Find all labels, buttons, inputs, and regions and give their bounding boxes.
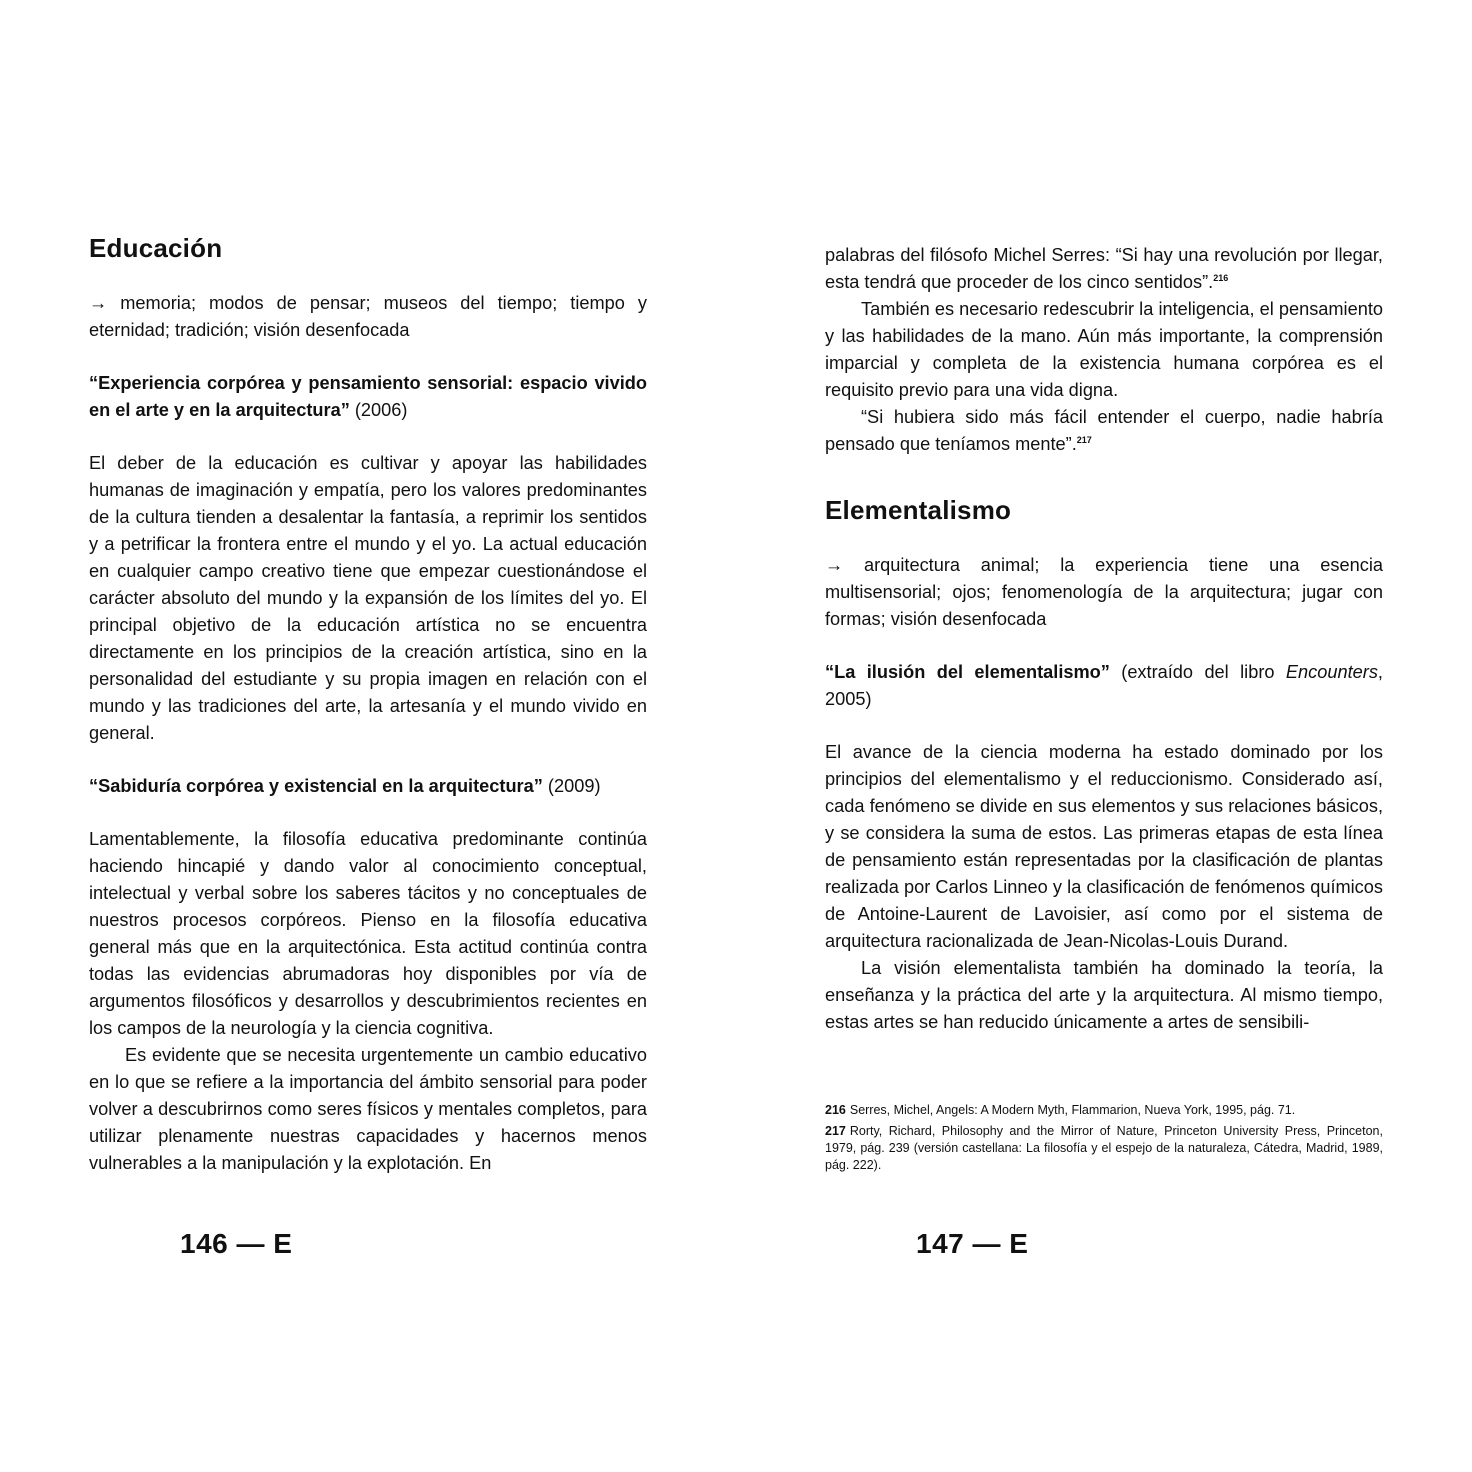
footnote-text: Rorty, Richard, Philosophy and the Mirror of Nature, Princeton University Press, Princeton, 1979, pág. 239 (versión castellana: La filosofía y el espejo de la naturaleza, Cátedra, Madrid, 1989, pág. 222). [825,1124,1383,1172]
body-paragraph: También es necesario redescubrir la inteligencia, el pensamiento y las habilidades de la mano. Aún más importante, la comprensión imparcial y completa de la existencia humana corpórea es el requisito previo para una vida digna. [825,299,1383,400]
entry-title-educacion: Educación [89,233,223,263]
source-title: “La ilusión del elementalismo” [825,661,1110,682]
left-text-column [89,232,647,1177]
body-paragraph-continued [825,242,1383,296]
quote-text: “Si hubiera sido más fácil entender el cuerpo, nadie habría pensado que teníamos mente”. [825,407,1383,454]
body-paragraph: Es evidente que se necesita urgentemente un cambio educativo en lo que se refiere a la importancia del ámbito sensorial para poder volver a descubrirnos como seres físicos y mentales completos, para utilizar plenamente nuestras capacidades y hacernos menos vulnerables a la manipulación y la explotación. En [89,1044,647,1173]
source-year: (2009) [547,775,601,796]
footnote-text: Serres, Michel, Angels: A Modern Myth, Flammarion, Nueva York, 1995, pág. 71. [849,1103,1296,1117]
source-citation [89,370,647,424]
body-paragraph: El avance de la ciencia moderna ha estado dominado por los principios del elementalismo y el reduccionismo. Considerado así, cada fenómeno se divide en sus elementos y sus relaciones básicos, y se considera la suma de estos. Las primeras etapas de esta línea de pensamiento están representadas por la clasificación de plantas realizada por Carlos Linneo y la clasificación de fenómenos químicos de Antoine-Laurent de Lavoisier, así como por el sistema de arquitectura racionalizada de Jean-Nicolas-Louis Durand. [825,741,1383,951]
body-paragraph [825,404,1383,458]
right-text-column [825,242,1383,1036]
source-citation [89,773,647,800]
footnote-number: 217 [825,1124,846,1138]
footnote-ref: 217 [1076,434,1092,445]
source-title: “Sabiduría corpórea y existencial en la arquitectura” [89,775,543,796]
source-year: (2006) [354,399,408,420]
footnotes [825,1102,1383,1178]
right-page [736,0,1472,1472]
body-paragraph: El deber de la educación es cultivar y apoyar las habilidades humanas de imaginación y empatía, pero los valores predominantes de la cultura tienden a desalentar la fantasía, a reprimir los sentidos y a petrificar la frontera entre el mundo y el yo. La actual educación en cualquier campo creativo tiene que empezar cuestionándose el carácter absoluto del mundo y la expansión de los límites del yo. El principal objetivo de la educación artística no se encuentra directamente en los principios de la creación artística, sino en la personalidad del estudiante y su propia imagen en relación con el mundo y las tradiciones del arte, la artesanía y el mundo vivido en general. [89,452,647,743]
see-also-list: → arquitectura animal; la experiencia tiene una esencia multisensorial; ojos; fenomenología de la arquitectura; jugar con formas; visión desenfocada [825,554,1383,629]
footnote [825,1123,1383,1174]
page-number: 147 — E [916,1228,1029,1259]
source-citation [825,659,1383,713]
entry-title-elementalismo: Elementalismo [825,495,1012,525]
footnote-number: 216 [825,1103,846,1117]
page-number: 146 — E [180,1228,293,1259]
source-title: “Experiencia corpórea y pensamiento sensorial: espacio vivido en el arte y en la arquitectura” [89,372,647,420]
source-suffix: , 2005) [825,661,1383,709]
book-title: Encounters [1285,661,1378,682]
source-prefix: (extraído del libro [1121,661,1275,682]
body-paragraph: Lamentablemente, la filosofía educativa predominante continúa haciendo hincapié y dando valor al conocimiento conceptual, intelectual y verbal sobre los saberes tácitos y no conceptuales de nuestros procesos corpóreos. Pienso en la filosofía educativa general más que en la arquitectónica. Esta actitud continúa contra todas las evidencias abrumadoras hoy disponibles por vía de argumentos filosóficos y desarrollos y descubrimientos recientes en los campos de la neurología y la ciencia cognitiva. [89,828,647,1038]
continued-text: palabras del filósofo Michel Serres: “Si hay una revolución por llegar, esta tendrá que proceder de los cinco sentidos”. [825,245,1383,292]
see-also-list: → memoria; modos de pensar; museos del tiempo; tiempo y eternidad; tradición; visión desenfocada [89,292,647,340]
footnote-ref: 216 [1213,272,1229,283]
body-paragraph: La visión elementalista también ha dominado la teoría, la enseñanza y la práctica del arte y la arquitectura. Al mismo tiempo, estas artes se han reducido únicamente a artes de sensibili- [825,957,1383,1032]
footnote [825,1102,1383,1119]
